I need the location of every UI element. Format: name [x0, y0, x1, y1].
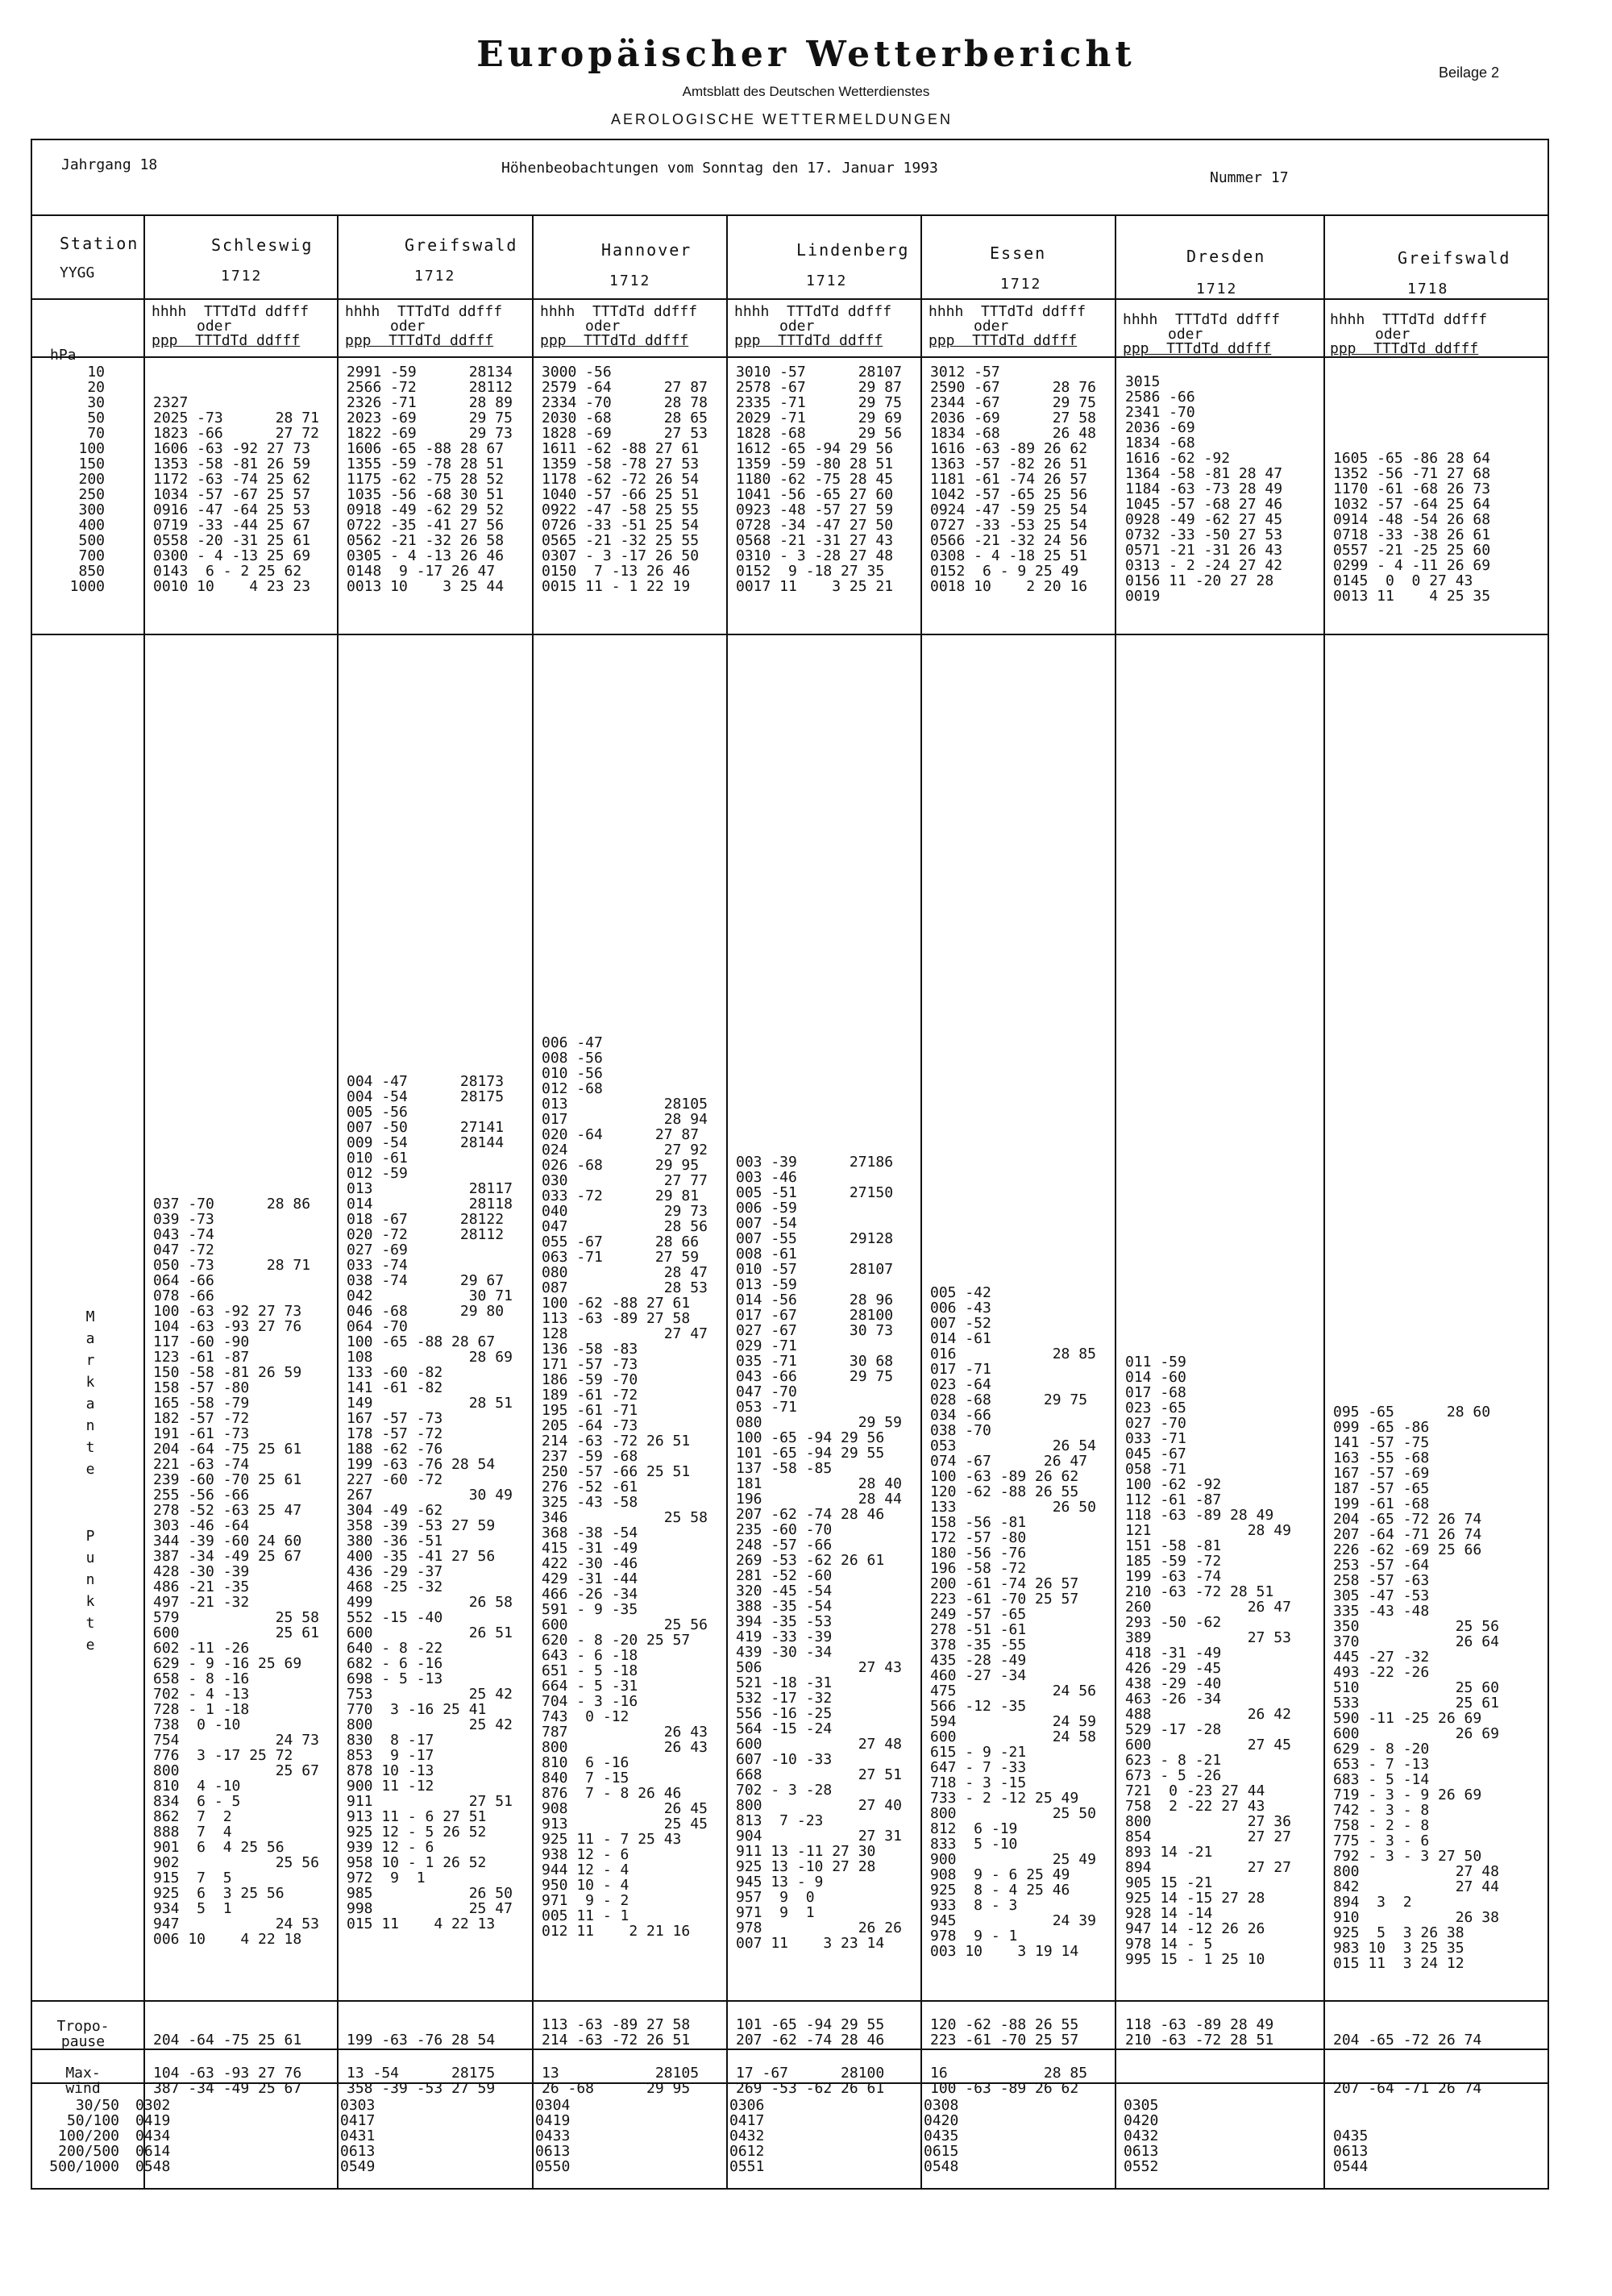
- station-label: Station: [60, 234, 139, 253]
- maxwind-greifswald: 13 -54 28175 358 -39 -53 27 59: [347, 2065, 496, 2097]
- column-header: hhhh TTTdTd ddfff oder ppp TTTdTd ddfff: [929, 303, 1086, 349]
- tropopause-greifswald-1718: 204 -65 -72 26 74: [1333, 2032, 1482, 2049]
- shear-hannover: 0304 0419 0433 0613 0550: [535, 2097, 571, 2175]
- shear-lindenberg: 0306 0417 0432 0612 0551: [729, 2097, 765, 2175]
- tropopause-schleswig: 204 -64 -75 25 61: [153, 2032, 302, 2049]
- col-divider: [1323, 214, 1325, 2188]
- maxwind-label: Max- wind: [65, 2065, 101, 2097]
- station-yygg: 1712: [609, 272, 651, 289]
- standard-levels-schleswig: 2327 2025 -73 28 71 1823 -66 27 72 1606 -63 -92 27 73 1353 -58 -81 26 59 1172 -63 -74 25 62 1034 -57 -67 25 57 0916 -47 -64 25 53 0719 -33 -44 25 67 0558 -20 -31 25 61 0300 - 4 -13 25 69 0143 6 - 2 25 62 0010 10 4 23 23: [153, 394, 319, 595]
- station-yygg: 1712: [806, 272, 848, 289]
- rule-colhead: [32, 356, 1548, 358]
- rule-standard: [32, 634, 1548, 635]
- yygg-label: YYGG: [60, 264, 95, 281]
- section-heading: AEROLOGISCHE WETTERMELDUNGEN: [610, 111, 953, 127]
- station-yygg: 1712: [1196, 281, 1238, 297]
- shear-essen: 0308 0420 0435 0615 0548: [924, 2097, 959, 2175]
- shear-labels: 30/50 50/100 100/200 200/500 500/1000: [49, 2097, 119, 2175]
- station-yygg: 1712: [414, 268, 456, 285]
- standard-levels-dresden: 3015 2586 -66 2341 -70 2036 -69 1834 -68 1616 -62 -92 1364 -58 -81 28 47 1184 -63 -73 28 49 1045 -57 -68 27 46 0928 -49 -62 27 45 0732 -33 -50 27 53 0571 -21 -31 26 43 0313 - 2 -24 27 42 0156 11 -20 27 28 0019: [1125, 373, 1283, 605]
- standard-levels-greifswald: 2991 -59 28134 2566 -72 28112 2326 -71 28 89 2023 -69 29 75 1822 -69 29 73 1606 -65 -88 28 67 1355 -59 -78 28 51 1175 -62 -75 28 52 1035 -56 -68 30 51 0918 -49 -62 29 52 0722 -35 -41 27 56 0562 -21 -32 26 58 0305 - 4 -13 26 46 0148 9 -17 26 47 0013 10 3 25 44: [347, 364, 513, 595]
- shear-greifswald-1718: 0435 0613 0544: [1333, 2128, 1369, 2175]
- shear-dresden: 0305 0420 0432 0613 0552: [1124, 2097, 1159, 2175]
- station-name-greifswald-1718: Greifswald: [1398, 248, 1511, 268]
- maxwind-essen: 16 28 85 100 -63 -89 26 62: [930, 2065, 1088, 2097]
- tropopause-dresden: 118 -63 -89 28 49 210 -63 -72 28 51: [1125, 2016, 1274, 2049]
- tropopause-hannover: 113 -63 -89 27 58 214 -63 -72 26 51: [542, 2016, 691, 2049]
- significant-points-greifswald: 004 -47 28173 004 -54 28175 005 -56 007 -50 27141 009 -54 28144 010 -61 012 -59 013 28117 014 28118 018 -67 28122 020 -72 28112 027 -69 033 -74 038 -74 29 67 042 30 71 046 -68 29 80 064 -70 100 -65 -88 28 67 108 28 69 133 -60 -82 141 -61 -82 149 28 51 167 -57 -73 178 -57 -72 188 -62 -76 199 -63 -76 28 54 227 -60 -72 267 30 49 304 -49 -62 358 -39 -53 27 59 380 -36 -51 400 -35 -41 27 56 436 -29 -37 468 -25 -32 499 26 58 552 -15 -40 600 26 51 640 - 8 -22 682 - 6 -16 698 - 5 -13 753 25 42 770 3 -16 25 41 800 25 42 830 8 -17 853 9 -17 878 10 -13 900 11 -12 911 27 51 913 11 - 6 27 51 925 12 - 5 26 52 939 12 - 6 958 10 - 1 26 52 972 9 1 985 26 50 998 25 47 015 11 4 22 13: [347, 1073, 513, 1932]
- significant-points-essen: 005 -42 006 -43 007 -52 014 -61 016 28 85 017 -71 023 -64 028 -68 29 75 034 -66 038 -70 053 26 54 074 -67 26 47 100 -63 -89 26 62 120 -62 -88 26 55 133 26 50 158 -56 -81 172 -57 -80 180 -56 -76 196 -58 -72 200 -61 -74 26 57 223 -61 -70 25 57 249 -57 -65 278 -51 -61 378 -35 -55 435 -28 -49 460 -27 -34 475 24 56 566 -12 -35 594 24 59 600 24 58 615 - 9 -21 647 - 7 -33 718 - 3 -15 733 - 2 -12 25 49 800 25 50 812 6 -19 833 5 -10 900 25 49 908 9 - 6 25 49 925 8 - 4 25 46 933 8 - 3 945 24 39 978 9 - 1 003 10 3 19 14: [930, 1284, 1096, 1960]
- document-subtitle: Amtsblatt des Deutschen Wetterdienstes: [682, 84, 930, 99]
- column-header: hhhh TTTdTd ddfff oder ppp TTTdTd ddfff: [152, 303, 310, 349]
- jahrgang-label: Jahrgang 18: [61, 156, 158, 173]
- column-header: hhhh TTTdTd ddfff oder ppp TTTdTd ddfff: [1330, 311, 1488, 357]
- column-header: hhhh TTTdTd ddfff oder ppp TTTdTd ddfff: [734, 303, 892, 349]
- tropopause-essen: 120 -62 -88 26 55 223 -61 -70 25 57: [930, 2016, 1079, 2049]
- col-divider: [920, 214, 922, 2188]
- significant-points-greifswald-1718: 095 -65 28 60 099 -65 -86 141 -57 -75 163 -55 -68 167 -57 -69 187 -57 -65 199 -61 -68 204 -65 -72 26 74 207 -64 -71 26 74 226 -62 -69 25 66 253 -57 -64 258 -57 -63 305 -47 -53 335 -43 -48 350 25 56 370 26 64 445 -27 -32 493 -22 -26 510 25 60 533 25 61 590 -11 -25 26 69 600 26 69 629 - 8 -20 653 - 7 -13 683 - 5 -14 719 - 3 - 9 26 69 742 - 3 - 8 758 - 2 - 8 775 - 3 - 6 792 - 3 - 3 27 50 800 27 48 842 27 44 894 3 2 910 26 38 925 5 3 26 38 983 10 3 25 35 015 11 3 24 12: [1333, 1404, 1499, 1972]
- markante-label: M a r k a n t e: [85, 1308, 95, 1478]
- station-name-hannover: Hannover: [601, 240, 692, 260]
- issue-number: Nummer 17: [1210, 169, 1289, 186]
- station-name-essen: Essen: [990, 243, 1047, 263]
- significant-points-dresden: 011 -59 014 -60 017 -68 023 -65 027 -70 033 -71 045 -67 058 -71 100 -62 -92 112 -61 -87 118 -63 -89 28 49 121 28 49 151 -58 -81 185 -59 -72 199 -63 -74 210 -63 -72 28 51 260 26 47 293 -50 -62 389 27 53 418 -31 -49 426 -29 -45 438 -29 -40 463 -26 -34 488 26 42 529 -17 -28 600 27 45 623 - 8 -21 673 - 5 -26 721 0 -23 27 44 758 2 -22 27 43 800 27 36 854 27 27 893 14 -21 894 27 27 905 15 -21 925 14 -15 27 28 928 14 -14 947 14 -12 26 26 978 14 - 5 995 15 - 1 25 10: [1125, 1354, 1291, 1968]
- column-header: hhhh TTTdTd ddfff oder ppp TTTdTd ddfff: [1123, 311, 1281, 357]
- standard-levels-essen: 3012 -57 2590 -67 28 76 2344 -67 29 75 2036 -69 27 58 1834 -68 26 48 1616 -63 -89 26 62 1363 -57 -82 26 51 1181 -61 -74 26 57 1042 -57 -65 25 56 0924 -47 -59 25 54 0727 -33 -53 25 54 0566 -21 -32 24 56 0308 - 4 -18 25 51 0152 6 - 9 25 49 0018 10 2 20 16: [930, 364, 1096, 595]
- col-divider: [143, 214, 145, 2188]
- significant-points-hannover: 006 -47 008 -56 010 -56 012 -68 013 28105 017 28 94 020 -64 27 87 024 27 92 026 -68 29 95 030 27 77 033 -72 29 81 040 29 73 047 28 56 055 -67 28 66 063 -71 27 59 080 28 47 087 28 53 100 -62 -88 27 61 113 -63 -89 27 58 128 27 47 136 -58 -83 171 -57 -73 186 -59 -70 189 -61 -72 195 -61 -71 205 -64 -73 214 -63 -72 26 51 237 -59 -68 250 -57 -66 25 51 276 -52 -61 325 -43 -58 346 25 58 368 -38 -54 415 -31 -49 422 -30 -46 429 -31 -44 466 -26 -34 591 - 9 -35 600 25 56 620 - 8 -20 25 57 643 - 6 -18 651 - 5 -18 664 - 5 -31 704 - 3 -16 743 0 -12 787 26 43 800 26 43 810 6 -16 840 7 -15 876 7 - 8 26 46 908 26 45 913 25 45 925 11 - 7 25 43 938 12 - 6 944 12 - 4 950 10 - 4 971 9 - 2 005 11 - 1 012 11 2 21 16: [542, 1034, 708, 1940]
- shear-schleswig: 0302 0419 0434 0614 0548: [135, 2097, 171, 2175]
- rule-station: [32, 298, 1548, 300]
- rule-tropopause: [32, 2049, 1548, 2050]
- observation-date: Höhenbeobachtungen vom Sonntag den 17. Januar 1993: [501, 160, 938, 177]
- rule-significant: [32, 2000, 1548, 2002]
- rule-header: [32, 214, 1548, 216]
- station-name-greifswald: Greifswald: [405, 235, 518, 255]
- tropopause-lindenberg: 101 -65 -94 29 55 207 -62 -74 28 46: [736, 2016, 885, 2049]
- report-table: [31, 139, 1549, 2190]
- maxwind-lindenberg: 17 -67 28100 269 -53 -62 26 61: [736, 2065, 885, 2097]
- station-name-lindenberg: Lindenberg: [796, 240, 910, 260]
- col-divider: [1115, 214, 1116, 2188]
- column-header: hhhh TTTdTd ddfff oder ppp TTTdTd ddfff: [345, 303, 503, 349]
- maxwind-hannover: 13 28105 26 -68 29 95: [542, 2065, 700, 2097]
- supplement-label: Beilage 2: [1439, 64, 1500, 81]
- station-yygg: 1712: [221, 268, 263, 285]
- col-divider: [726, 214, 728, 2188]
- station-name-dresden: Dresden: [1186, 247, 1266, 266]
- maxwind-schleswig: 104 -63 -93 27 76 387 -34 -49 25 67: [153, 2065, 302, 2097]
- standard-levels-hannover: 3000 -56 2579 -64 27 87 2334 -70 28 78 2030 -68 28 65 1828 -69 27 53 1611 -62 -88 27 61 1359 -58 -78 27 53 1178 -62 -72 26 54 1040 -57 -66 25 51 0922 -47 -58 25 55 0726 -33 -51 25 54 0565 -21 -32 25 55 0307 - 3 -17 26 50 0150 7 -13 26 46 0015 11 - 1 22 19: [542, 364, 708, 595]
- standard-levels-greifswald-1718: 1605 -65 -86 28 64 1352 -56 -71 27 68 1170 -61 -68 26 73 1032 -57 -64 25 64 0914 -48 -54 26 68 0718 -33 -38 26 61 0557 -21 -25 25 60 0299 - 4 -11 26 69 0145 0 0 27 43 0013 11 4 25 35: [1333, 450, 1491, 605]
- col-divider: [532, 214, 534, 2188]
- station-name-schleswig: Schleswig: [211, 235, 314, 255]
- tropopause-label: Tropo- pause: [56, 2018, 110, 2050]
- pressure-levels: 10 20 30 50 70 100 150 200 250 300 400 500 700 850 1000: [69, 364, 105, 595]
- column-header: hhhh TTTdTd ddfff oder ppp TTTdTd ddfff: [540, 303, 698, 349]
- standard-levels-lindenberg: 3010 -57 28107 2578 -67 29 87 2335 -71 29 75 2029 -71 29 69 1828 -68 29 56 1612 -65 -94 29 56 1359 -59 -80 28 51 1180 -62 -75 28 45 1041 -56 -65 27 60 0923 -48 -57 27 59 0728 -34 -47 27 50 0568 -21 -31 27 43 0310 - 3 -28 27 48 0152 9 -18 27 35 0017 11 3 25 21: [736, 364, 902, 595]
- punkte-label: P u n k t e: [85, 1528, 95, 1653]
- significant-points-lindenberg: 003 -39 27186 003 -46 005 -51 27150 006 -59 007 -54 007 -55 29128 008 -61 010 -57 28107 013 -59 014 -56 28 96 017 -67 28100 027 -67 30 73 029 -71 035 -71 30 68 043 -66 29 75 047 -70 053 -71 080 29 59 100 -65 -94 29 56 101 -65 -94 29 55 137 -58 -85 181 28 40 196 28 44 207 -62 -74 28 46 235 -60 -70 248 -57 -66 269 -53 -62 26 61 281 -52 -60 320 -45 -54 388 -35 -54 394 -35 -53 419 -33 -39 439 -30 -34 506 27 43 521 -18 -31 532 -17 -32 556 -16 -25 564 -15 -24 600 27 48 607 -10 -33 668 27 51 702 - 3 -28 800 27 40 813 7 -23 904 27 31 911 13 -11 27 30 925 13 -10 27 28 945 13 - 9 957 9 0 971 9 1 978 26 26 007 11 3 23 14: [736, 1154, 902, 1952]
- document-title: Europäischer Wetterbericht: [476, 34, 1136, 75]
- station-yygg: 1718: [1407, 281, 1449, 297]
- significant-points-schleswig: 037 -70 28 86 039 -73 043 -74 047 -72 050 -73 28 71 064 -66 078 -66 100 -63 -92 27 73 104 -63 -93 27 76 117 -60 -90 123 -61 -87 150 -58 -81 26 59 158 -57 -80 165 -58 -79 182 -57 -72 191 -61 -73 204 -64 -75 25 61 221 -63 -74 239 -60 -70 25 61 255 -56 -66 278 -52 -63 25 47 303 -46 -64 344 -39 -60 24 60 387 -34 -49 25 67 428 -30 -39 486 -21 -35 497 -21 -32 579 25 58 600 25 61 602 -11 -26 629 - 9 -16 25 69 658 - 8 -16 702 - 4 -13 728 - 1 -18 738 0 -10 754 24 73 776 3 -17 25 72 800 25 67 810 4 -10 834 6 - 5 862 7 2 888 7 4 901 6 4 25 56 902 25 56 915 7 5 925 6 3 25 56 934 5 1 947 24 53 006 10 4 22 18: [153, 1196, 319, 1948]
- shear-greifswald: 0303 0417 0431 0613 0549: [340, 2097, 376, 2175]
- station-yygg: 1712: [1000, 276, 1042, 293]
- tropopause-greifswald: 199 -63 -76 28 54: [347, 2032, 496, 2049]
- hpa-label: hPa: [50, 347, 77, 364]
- maxwind-greifswald-1718: 207 -64 -71 26 74: [1333, 2080, 1482, 2097]
- col-divider: [337, 214, 339, 2188]
